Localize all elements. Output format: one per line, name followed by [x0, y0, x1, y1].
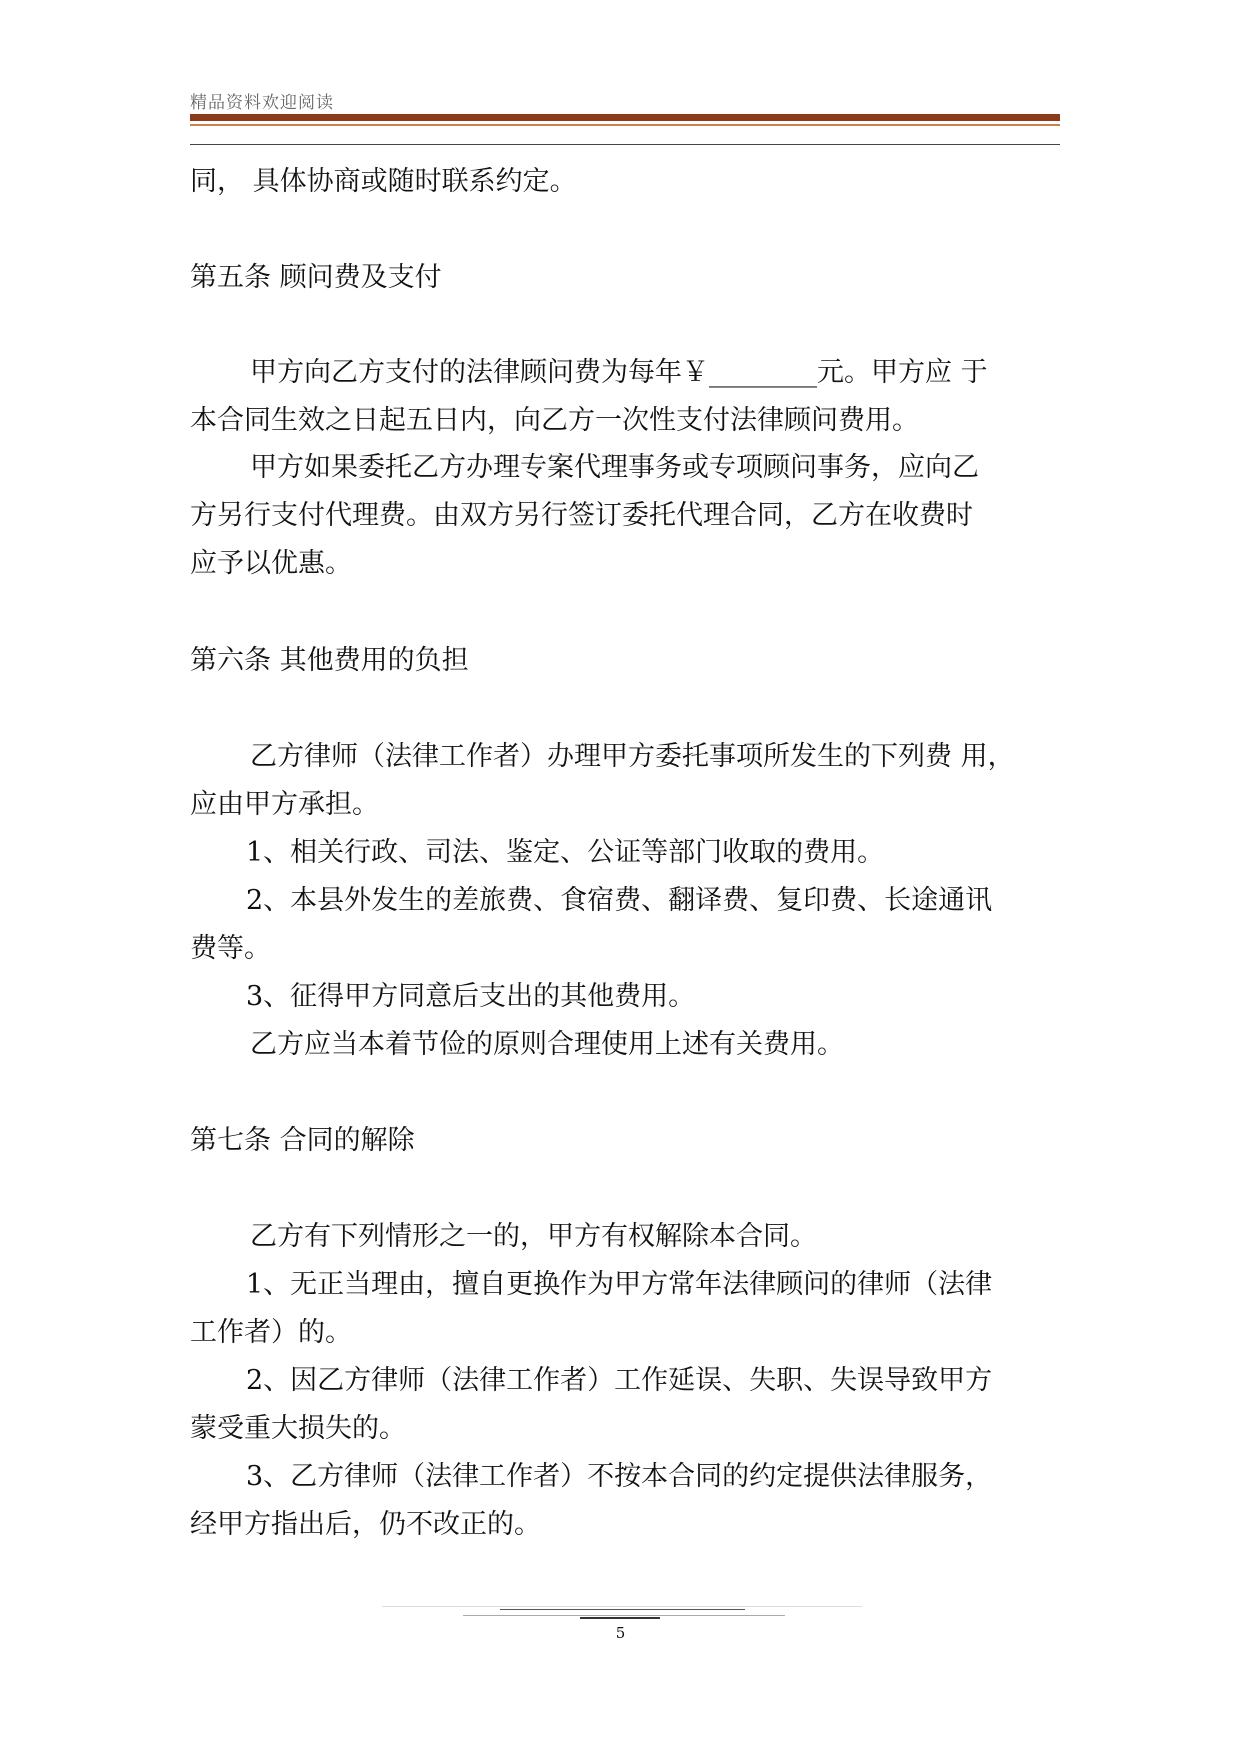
paragraph-line: 方另行支付代理费。由双方另行签订委托代理合同，乙方在收费时: [190, 500, 973, 531]
list-item: 1、相关行政、司法、鉴定、公证等部门收取的费用。: [246, 837, 885, 868]
list-item: 3、乙方律师（法律工作者）不按本合同的约定提供法律服务，: [246, 1461, 993, 1492]
paragraph-line: 甲方如果委托乙方办理专案代理事务或专项顾问事务，应向乙: [250, 452, 979, 483]
list-item: 3、征得甲方同意后支出的其他费用。: [246, 981, 696, 1012]
section-heading: 第七条 合同的解除: [190, 1125, 415, 1156]
footer-rule: [463, 1615, 785, 1616]
header-rule-bottom: [190, 144, 1060, 145]
paragraph-line: 经甲方指出后，仍不改正的。: [190, 1509, 541, 1540]
header-rule-thick: [190, 114, 1060, 121]
paragraph-line: 本合同生效之日起五日内，向乙方一次性支付法律顾问费用。: [190, 405, 919, 436]
page-number: 5: [615, 1624, 626, 1642]
paragraph-line: 乙方律师（法律工作者）办理甲方委托事项所发生的下列费 用，: [250, 741, 1015, 772]
header-text: 精品资料欢迎阅读: [190, 93, 334, 113]
footer-rule: [500, 1609, 745, 1610]
section-heading: 第五条 顾问费及支付: [190, 262, 442, 293]
paragraph-line: 蒙受重大损失的。: [190, 1413, 406, 1444]
footer-rule: [580, 1617, 660, 1619]
paragraph-line: 乙方应当本着节俭的原则合理使用上述有关费用。: [250, 1029, 844, 1060]
list-item: 1、无正当理由，擅自更换作为甲方常年法律顾问的律师（法律: [246, 1269, 993, 1300]
list-item: 2、因乙方律师（法律工作者）工作延误、失职、失误导致甲方: [246, 1365, 993, 1396]
paragraph-line: 应由甲方承担。: [190, 789, 379, 820]
section-heading: 第六条 其他费用的负担: [190, 645, 469, 676]
paragraph-line: 费等。: [190, 933, 271, 964]
footer-rule: [382, 1606, 862, 1607]
list-item: 2、本县外发生的差旅费、食宿费、翻译费、复印费、长途通讯: [246, 885, 993, 916]
paragraph-line: 应予以优惠。: [190, 548, 352, 579]
paragraph-line: 乙方有下列情形之一的，甲方有权解除本合同。: [250, 1221, 817, 1252]
paragraph-line: 同， 具体协商或随时联系约定。: [190, 166, 577, 197]
header-rule-thin: [190, 124, 1060, 126]
paragraph-line: 甲方向乙方支付的法律顾问费为每年￥________元。甲方应 于: [250, 357, 988, 388]
paragraph-line: 工作者）的。: [190, 1317, 352, 1348]
